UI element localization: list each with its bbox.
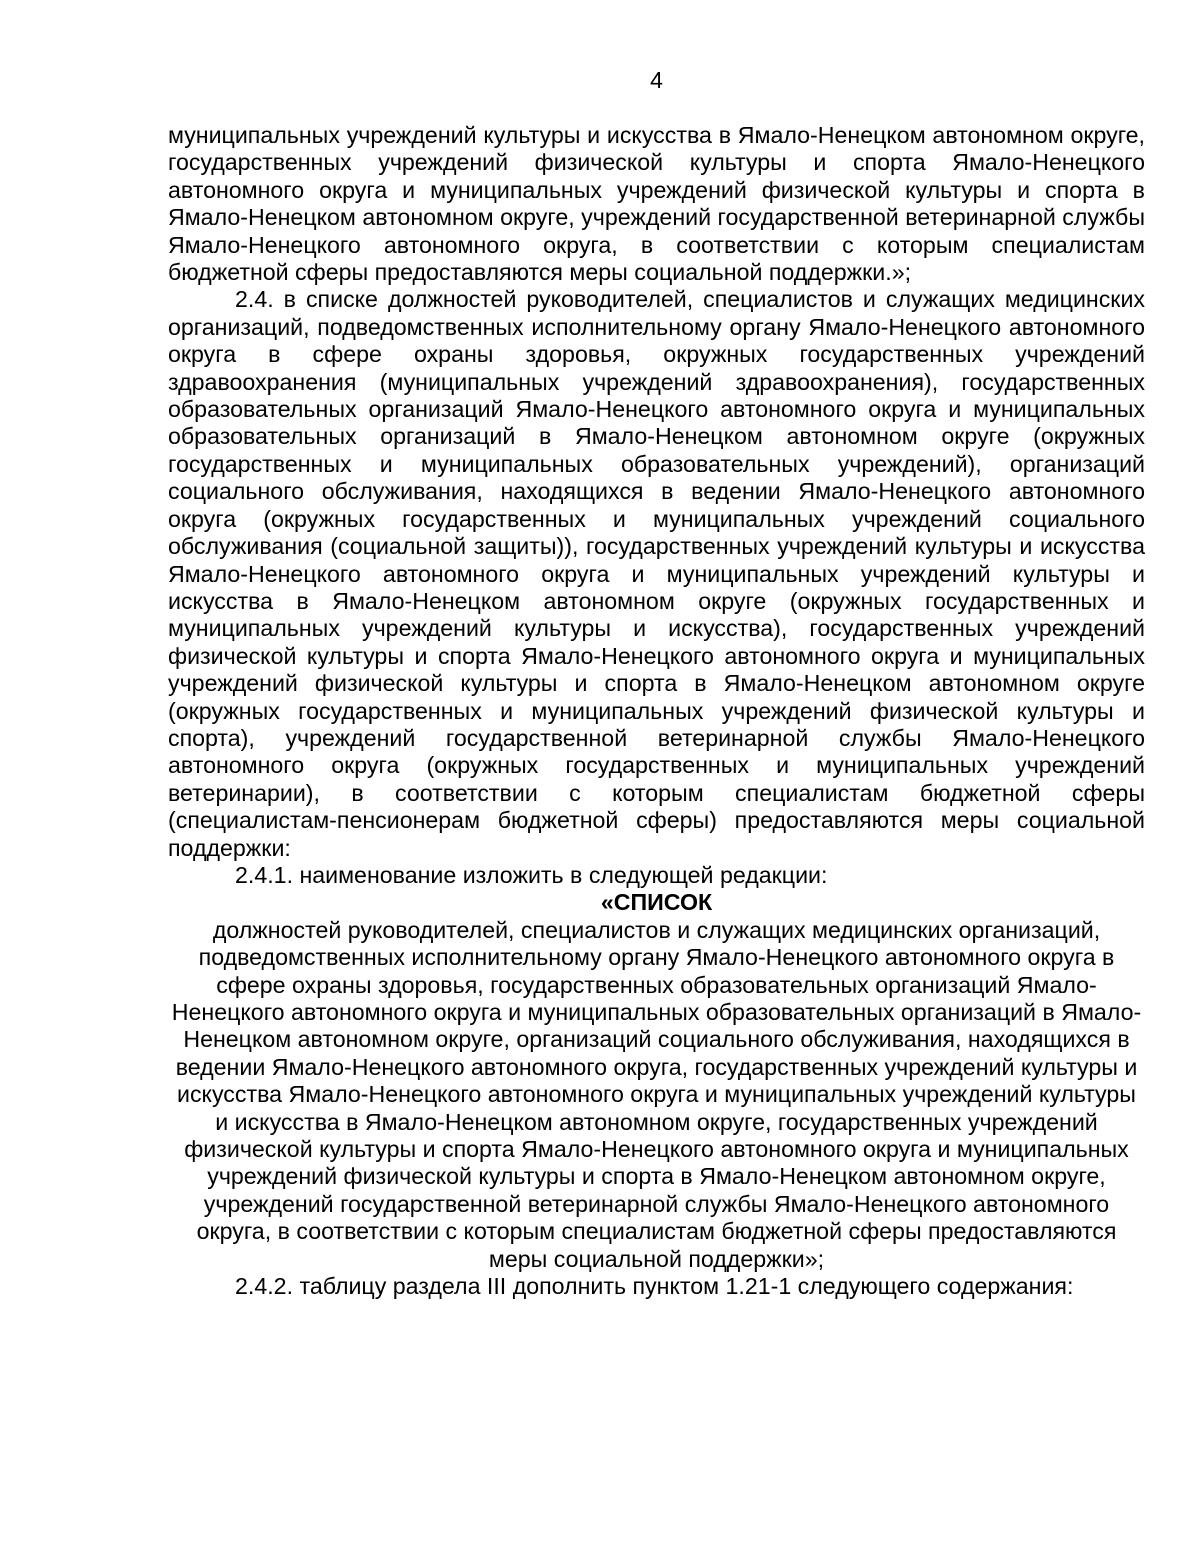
paragraph-2-4-1: 2.4.1. наименование изложить в следующей редакции:: [235, 861, 828, 888]
paragraph-continuation: муниципальных учреждений культуры и искусства в Ямало-Ненецком автономном округе, государственных учреждений физической культуры и спорта Ямало-Ненецкого автономного округа и муниципальных учреждений физической культуры и спорта в Ямало-Ненецком автономном округе, учреждений государственной ветеринарной службы Ямало-Ненецкого автономного округа, в соответствии с которым специалистам бюджетной сферы предоставляются меры социальной поддержки.»;: [168, 122, 1145, 286]
list-title-body: должностей руководителей, специалистов и служащих медицинских организаций, подведомственных исполнительному органу Ямало-Ненецкого автономного округа в сфере охраны здоровья, государственных образовательных организаций Ямало-Ненецкого автономного округа и муниципальных образовательных организаций в Ямало-Ненецком автономном округе, организаций социального обслуживания, находящихся в ведении Ямало-Ненецкого автономного округа, государственных учреждений культуры и искусства Ямало-Ненецкого автономного округа и муниципальных учреждений культуры и искусства в Ямало-Ненецком автономном округе, государственных учреждений физической культуры и спорта Ямало-Ненецкого автономного округа и муниципальных учреждений физической культуры и спорта в Ямало-Ненецком автономном округе, учреждений государственной ветеринарной службы Ямало-Ненецкого автономного округа, в соответствии с которым специалистам бюджетной сферы предоставляются меры социальной поддержки»;: [171, 916, 1142, 1272]
paragraph-2-4: 2.4. в списке должностей руководителей, специалистов и служащих медицинских организаций, подведомственных исполнительному органу Ямало-Ненецкого автономного округа в сфере охраны здоровья, окружных государственных учреждений здравоохранения (муниципальных учреждений здравоохранения), государственных образовательных организаций Ямало-Ненецкого автономного округа и муниципальных образовательных организаций в Ямало-Ненецком автономном округе (окружных государственных и муниципальных образовательных учреждений), организаций социального обслуживания, находящихся в ведении Ямало-Ненецкого автономного округа (окружных государственных и муниципальных учреждений социального обслуживания (социальной защиты)), государственных учреждений культуры и искусства Ямало-Ненецкого автономного округа и муниципальных учреждений культуры и искусства в Ямало-Ненецком автономном округе (окружных государственных и муниципальных учреждений культуры и искусства), государственных учреждений физической культуры и спорта Ямало-Ненецкого автономного округа и муниципальных учреждений физической культуры и спорта в Ямало-Ненецком автономном округе (окружных государственных и муниципальных учреждений физической культуры и спорта), учреждений государственной ветеринарной службы Ямало-Ненецкого автономного округа (окружных государственных и муниципальных учреждений ветеринарии), в соответствии с которым специалистам бюджетной сферы (специалистам-пенсионерам бюджетной сферы) предоставляются меры социальной поддержки:: [168, 286, 1145, 861]
page-number: 4: [650, 67, 663, 93]
document-body: [168, 122, 1145, 1300]
paragraph-2-4-2: 2.4.2. таблицу раздела III дополнить пунктом 1.21-1 следующего содержания:: [235, 1273, 1074, 1300]
list-title: «СПИСОК: [600, 889, 713, 916]
